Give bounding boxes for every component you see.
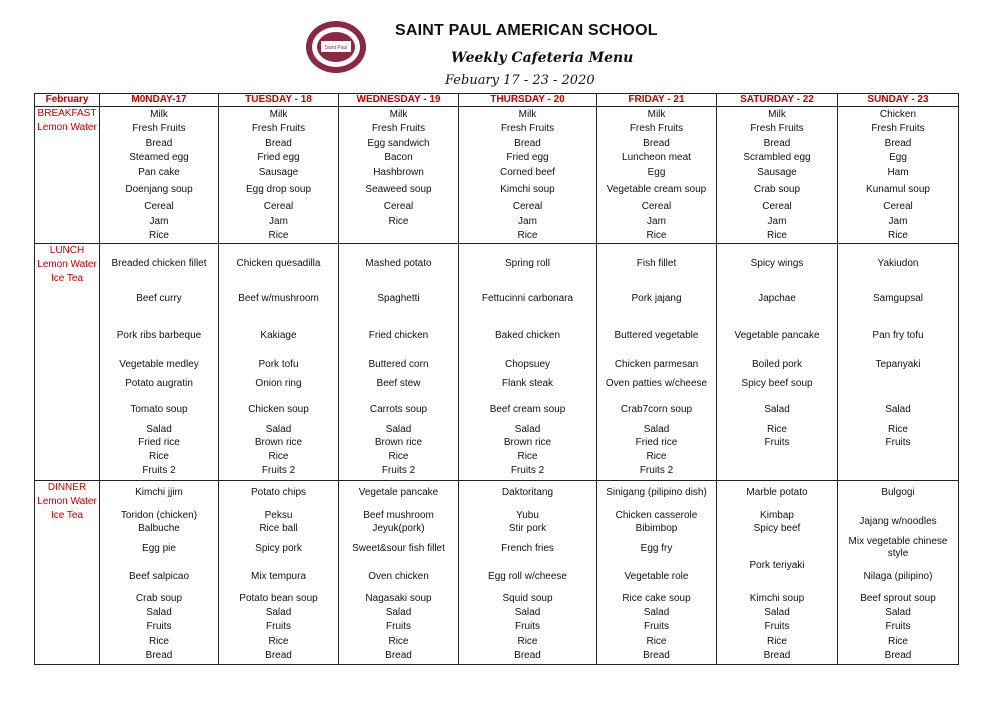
menu-item: Fruits [764, 621, 790, 632]
menu-item: Kimchi soup [749, 593, 805, 604]
menu-item: Kimbap [760, 510, 794, 521]
menu-item: Spaghetti [377, 293, 420, 304]
menu-item: Fried egg [257, 152, 300, 163]
menu-item: Egg drop soup [245, 184, 312, 195]
menu-item: Bread [265, 138, 292, 149]
menu-item: Breaded chicken fillet [111, 258, 207, 269]
menu-item: Bread [763, 138, 791, 149]
menu-item: Rice [268, 451, 289, 462]
lunch-label [35, 244, 100, 481]
menu-item: Steamed egg [129, 152, 189, 163]
breakfast-thursday-cell [459, 107, 597, 244]
menu-item: Marble potato [746, 487, 808, 498]
menu-item: Nagasaki soup [365, 593, 432, 604]
menu-item: Daktoritang [501, 487, 554, 498]
menu-item: Sausage [757, 167, 797, 178]
menu-item: Samgupsal [872, 293, 924, 304]
day-header-tuesday: TUESDAY - 18 [219, 94, 339, 107]
menu-item: Fettucinni carbonara [481, 293, 574, 304]
menu-item: Fish fillet [636, 258, 677, 269]
menu-item: Fresh Fruits [629, 123, 684, 134]
menu-item: Corned beef [499, 167, 556, 178]
menu-item: Rice cake soup [622, 593, 691, 604]
menu-item: Egg roll w/cheese [488, 571, 567, 582]
menu-item: Fruits 2 [142, 465, 176, 476]
menu-item: Egg [889, 152, 907, 163]
menu-item: Buttered corn [368, 359, 429, 370]
menu-item: Cereal [762, 201, 792, 212]
menu-item: Baked chicken [494, 330, 561, 341]
menu-item: Rice [148, 230, 169, 241]
breakfast-friday-cell [597, 107, 717, 244]
menu-item: Kunamul soup [866, 184, 930, 195]
menu-item: Milk [768, 109, 786, 120]
menu-item: Fruits [885, 621, 911, 632]
menu-item: Rice [517, 230, 538, 241]
day-header-thursday: THURSDAY - 20 [459, 94, 597, 107]
menu-item: Cereal [144, 201, 174, 212]
menu-item: Hashbrown [373, 167, 424, 178]
menu-item: Salad [146, 607, 172, 618]
school-name: SAINT PAUL AMERICAN SCHOOL [395, 22, 658, 39]
dinner-wednesday-cell [339, 481, 459, 665]
menu-item: Salad [885, 404, 911, 415]
menu-item: Chicken soup [248, 404, 309, 415]
lunch-wednesday-cell [339, 244, 459, 481]
menu-item: Kimchi jjim [135, 487, 183, 498]
menu-item: Bread [884, 138, 912, 149]
menu-item: Rice [887, 636, 908, 647]
menu-item: Potato bean soup [239, 593, 318, 604]
menu-item: Oven chicken [368, 571, 429, 582]
menu-item: Tepanyaki [875, 359, 921, 370]
menu-item: Brown rice [374, 437, 423, 448]
menu-item: Bread [884, 650, 912, 661]
menu-item: Jam [647, 216, 666, 227]
meal-name: DINNER [47, 482, 87, 493]
menu-item: Fruits 2 [381, 465, 416, 476]
menu-item: Brown rice [254, 437, 303, 448]
menu-item: Ham [887, 167, 909, 178]
menu-item: Vegetable pancake [734, 330, 820, 341]
lunch-thursday-cell [459, 244, 597, 481]
menu-item: Jam [149, 216, 169, 227]
menu-item: Milk [647, 109, 666, 120]
menu-item: Vegetable cream soup [606, 184, 707, 195]
dinner-label [35, 481, 100, 665]
menu-item: Stir pork [508, 523, 547, 534]
menu-item: Cereal [512, 201, 543, 212]
menu-item: Pork ribs barbeque [116, 330, 202, 341]
menu-item: Crab soup [135, 593, 183, 604]
dinner-sunday-cell [838, 481, 959, 665]
menu-item: Rice [388, 451, 409, 462]
menu-item: Beef cream soup [489, 404, 566, 415]
meal-drink: Ice Tea [50, 510, 84, 521]
menu-item: Fried rice [138, 437, 180, 448]
dinner-thursday-cell [459, 481, 597, 665]
menu-item: Mix vegetable chinese style [848, 536, 948, 559]
menu-item: Buttered vegetable [614, 330, 699, 341]
menu-item: Rice [517, 451, 538, 462]
day-header-wednesday: WEDNESDAY - 19 [339, 94, 459, 107]
menu-item: Fried chicken [368, 330, 429, 341]
menu-item: Fruits [386, 621, 411, 632]
menu-item: Yakiudon [877, 258, 919, 269]
menu-item: Salad [265, 424, 292, 435]
menu-item: Rice [388, 636, 409, 647]
menu-item: Doenjang soup [125, 184, 193, 195]
menu-item: Spring roll [504, 258, 551, 269]
menu-item: Rice [887, 424, 908, 435]
menu-item: Mashed potato [365, 258, 432, 269]
menu-item: Tomato soup [130, 404, 188, 415]
menu-item: Bread [145, 650, 173, 661]
menu-item: Rice [148, 451, 169, 462]
menu-item: Salad [764, 404, 790, 415]
menu-item: Fresh Fruits [371, 123, 426, 134]
menu-item: Egg fry [640, 543, 673, 554]
menu-item: Spicy wings [750, 258, 804, 269]
menu-item: Fruits [266, 621, 291, 632]
menu-item: Cereal [383, 201, 414, 212]
menu-item: Fruits 2 [510, 465, 545, 476]
menu-item: Onion ring [255, 378, 302, 389]
menu-item: Yubu [516, 510, 539, 521]
meal-drink: Lemon Water [37, 122, 97, 133]
menu-item: Jam [767, 216, 787, 227]
menu-item: Chicken [879, 109, 917, 120]
menu-item: Bread [514, 650, 541, 661]
menu-item: Peksu [264, 510, 293, 521]
menu-title: Weekly Cafeteria Menu [451, 50, 634, 66]
menu-item: Milk [389, 109, 408, 120]
breakfast-monday-cell [100, 107, 219, 244]
menu-item: Sausage [258, 167, 299, 178]
lunch-friday-cell [597, 244, 717, 481]
menu-item: Bacon [384, 152, 413, 163]
menu-item: Cereal [883, 201, 913, 212]
menu-item: Spicy beef soup [741, 378, 813, 389]
dinner-saturday-cell [717, 481, 838, 665]
menu-dates: Febuary 17 - 23 - 2020 [445, 73, 595, 88]
menu-item: Seaweed soup [365, 184, 432, 195]
svg-text:Saint Paul: Saint Paul [324, 45, 348, 51]
lunch-saturday-cell [717, 244, 838, 481]
menu-item: Beef sprout soup [860, 593, 936, 604]
menu-item: Beef stew [376, 378, 421, 389]
menu-item: Salad [764, 607, 790, 618]
dinner-row [35, 481, 959, 665]
menu-item: Spicy pork [255, 543, 302, 554]
menu-item: Bread [643, 650, 670, 661]
menu-item: Pan cake [138, 167, 180, 178]
menu-item: Salad [514, 424, 541, 435]
breakfast-tuesday-cell [219, 107, 339, 244]
menu-item: Salad [643, 424, 670, 435]
menu-item: Bread [265, 650, 292, 661]
menu-item: Jam [518, 216, 537, 227]
header-row [35, 94, 959, 107]
menu-item: Fresh Fruits [871, 123, 925, 134]
school-seal-logo [305, 20, 367, 74]
menu-item: Fresh Fruits [251, 123, 306, 134]
menu-item: Fruits [885, 437, 911, 448]
menu-item: Rice [148, 636, 169, 647]
menu-item: Cereal [641, 201, 672, 212]
menu-item: Scrambled egg [743, 152, 811, 163]
menu-item: Rice [887, 230, 908, 241]
month-header: February [35, 94, 100, 107]
day-header-friday: FRIDAY - 21 [597, 94, 717, 107]
menu-item: Vegetable role [624, 571, 689, 582]
menu-item: Rice [646, 230, 667, 241]
menu-item: Potato augratin [125, 378, 193, 389]
menu-item: Rice [268, 636, 289, 647]
menu-item: Beef salpicao [128, 571, 190, 582]
menu-item: Luncheon meat [622, 152, 691, 163]
menu-item: Crab soup [753, 184, 801, 195]
menu-item: Jeyuk(pork) [372, 523, 425, 534]
menu-item: Cereal [263, 201, 294, 212]
lunch-monday-cell [100, 244, 219, 481]
menu-item: Rice [268, 230, 289, 241]
meal-drink: Ice Tea [50, 273, 84, 284]
menu-item: Chicken casserole [615, 510, 698, 521]
dinner-monday-cell [100, 481, 219, 665]
menu-item: Rice ball [259, 523, 298, 534]
menu-item: Salad [514, 607, 541, 618]
menu-item: Fruits [515, 621, 540, 632]
menu-item: Egg pie [142, 543, 176, 554]
menu-item: Beef w/mushroom [238, 293, 319, 304]
menu-item: Bulgogi [881, 487, 915, 498]
weekly-menu-table [34, 93, 959, 665]
menu-item: French fries [501, 543, 554, 554]
menu-item: Boiled pork [751, 359, 803, 370]
menu-item: Sinigang (pilipino dish) [606, 487, 707, 498]
menu-item: Pork jajang [631, 293, 682, 304]
menu-item: Potato chips [250, 487, 307, 498]
menu-item: Pork teriyaki [749, 560, 805, 571]
menu-item: Milk [518, 109, 537, 120]
menu-item: Nilaga (pilipino) [863, 571, 933, 582]
menu-item: Bread [643, 138, 670, 149]
menu-item: Salad [385, 607, 412, 618]
lunch-row [35, 244, 959, 481]
menu-item: Jajang w/noodles [859, 516, 937, 527]
menu-item: Salad [643, 607, 670, 618]
menu-item: Bread [514, 138, 541, 149]
menu-item: Rice [388, 216, 409, 227]
menu-item: Japchae [758, 293, 796, 304]
menu-item: Pan fry tofu [872, 330, 924, 341]
menu-item: Flank steak [501, 378, 554, 389]
menu-item: Milk [269, 109, 288, 120]
menu-item: Fresh Fruits [750, 123, 804, 134]
menu-item: Rice [766, 636, 787, 647]
menu-item: Crab7corn soup [620, 404, 693, 415]
menu-item: Bread [763, 650, 791, 661]
menu-item: Jam [888, 216, 908, 227]
menu-item: Egg sandwich [367, 138, 430, 149]
menu-item: Beef curry [136, 293, 182, 304]
day-header-saturday: SATURDAY - 22 [717, 94, 838, 107]
menu-item: Vegetale pancake [358, 487, 439, 498]
lunch-tuesday-cell [219, 244, 339, 481]
menu-item: Spicy beef [753, 523, 801, 534]
menu-item: Fruits [146, 621, 172, 632]
menu-item: Bibimbop [635, 523, 678, 534]
menu-item: Chicken parmesan [614, 359, 699, 370]
menu-item: Salad [146, 424, 172, 435]
menu-item: Milk [150, 109, 168, 120]
menu-item: Chopsuey [504, 359, 551, 370]
menu-item: Brown rice [503, 437, 552, 448]
menu-item: Fresh Fruits [132, 123, 186, 134]
breakfast-sunday-cell [838, 107, 959, 244]
dinner-tuesday-cell [219, 481, 339, 665]
menu-item: Salad [265, 607, 292, 618]
menu-item: Salad [885, 607, 911, 618]
menu-item: Salad [385, 424, 412, 435]
menu-item: Rice [646, 636, 667, 647]
meal-name: LUNCH [49, 245, 85, 256]
menu-item: Jam [269, 216, 288, 227]
day-header-monday: M0NDAY-17 [100, 94, 219, 107]
menu-item: Rice [646, 451, 667, 462]
menu-item: Balbuche [138, 523, 180, 534]
menu-item: Fruits 2 [261, 465, 296, 476]
breakfast-label [35, 107, 100, 244]
menu-header [0, 0, 1000, 92]
menu-item: Kakiage [260, 330, 297, 341]
menu-item: Mix tempura [250, 571, 306, 582]
menu-item: Fruits 2 [639, 465, 674, 476]
menu-item: Egg [647, 167, 666, 178]
meal-drink: Lemon Water [37, 259, 97, 270]
menu-item: Pork tofu [258, 359, 299, 370]
menu-item: Rice [766, 424, 787, 435]
day-header-sunday: SUNDAY - 23 [838, 94, 959, 107]
menu-item: Vegetable medley [119, 359, 199, 370]
meal-drink: Lemon Water [37, 496, 97, 507]
menu-item: Fruits [644, 621, 669, 632]
menu-item: Toridon (chicken) [120, 510, 198, 521]
breakfast-row [35, 107, 959, 244]
menu-item: Fruits [764, 437, 790, 448]
meal-name: BREAKFAST [37, 108, 97, 119]
menu-item: Rice [766, 230, 787, 241]
menu-item: Fried egg [506, 152, 549, 163]
dinner-friday-cell [597, 481, 717, 665]
menu-item: Sweet&sour fish fillet [352, 543, 445, 554]
menu-item: Rice [517, 636, 538, 647]
menu-item: Squid soup [502, 593, 553, 604]
menu-item: Carrots soup [369, 404, 428, 415]
breakfast-wednesday-cell [339, 107, 459, 244]
menu-item: Kimchi soup [500, 184, 555, 195]
menu-item: Bread [145, 138, 173, 149]
lunch-sunday-cell [838, 244, 959, 481]
menu-item: Fried rice [635, 437, 678, 448]
menu-item: Oven patties w/cheese [605, 378, 708, 389]
menu-item: Fresh Fruits [500, 123, 555, 134]
breakfast-saturday-cell [717, 107, 838, 244]
menu-item: Beef mushroom [363, 510, 434, 521]
menu-item: Bread [385, 650, 412, 661]
menu-item: Chicken quesadilla [236, 258, 321, 269]
